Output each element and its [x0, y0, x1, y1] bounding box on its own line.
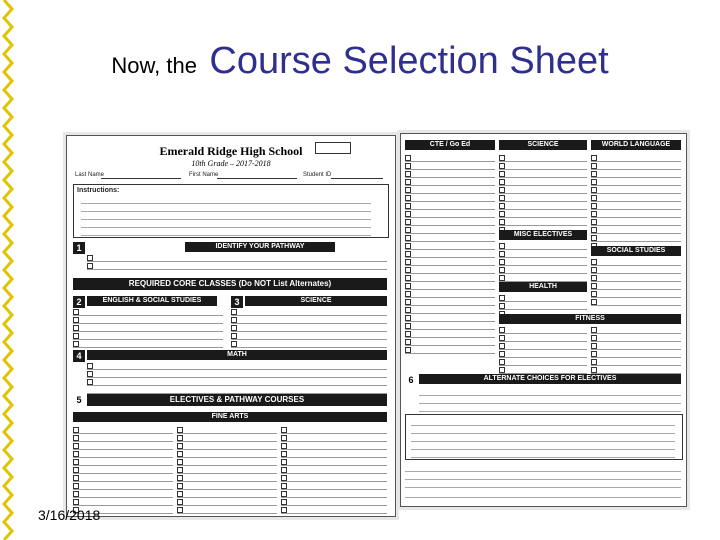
section2-title: ENGLISH & SOCIAL STUDIES	[87, 296, 217, 306]
section-number-3: 3	[231, 296, 243, 308]
fitness-rows-right	[591, 326, 681, 374]
fine-arts-col1	[73, 426, 173, 514]
math-rows	[87, 362, 387, 394]
world-language-rows	[591, 154, 681, 250]
english-ss-rows	[73, 308, 223, 348]
cte-rows	[405, 154, 495, 354]
pathway-rows	[87, 254, 387, 270]
title-prefix: Now, the	[111, 53, 197, 78]
last-name-field[interactable]	[101, 172, 181, 179]
section4-title: MATH	[87, 350, 387, 360]
student-id-label: Student ID	[303, 172, 332, 178]
last-name-label: Last Name	[75, 172, 105, 178]
grade-line: 10th Grade – 2017-2018	[191, 159, 271, 168]
student-id-field[interactable]	[331, 172, 383, 179]
signature-lines[interactable]	[405, 490, 681, 498]
slide-title	[0, 40, 720, 83]
section1-title: IDENTIFY YOUR PATHWAY	[185, 242, 335, 252]
student-photo-box	[315, 142, 351, 154]
social-studies-bar: SOCIAL STUDIES	[591, 246, 681, 256]
alternate-choice-lines[interactable]	[419, 388, 681, 412]
health-bar: HEALTH	[499, 282, 587, 292]
first-name-label: First Name	[189, 172, 219, 178]
section-number-2: 2	[73, 296, 85, 308]
fitness-rows-left	[499, 326, 587, 374]
fine-arts-col2	[177, 426, 277, 514]
school-name: Emerald Ridge High School	[159, 144, 303, 158]
section-number-1: 1	[73, 242, 85, 254]
section-number-6: 6	[405, 374, 417, 386]
electives-bar: ELECTIVES & PATHWAY COURSES	[87, 394, 387, 406]
fine-arts-bar: FINE ARTS	[73, 412, 387, 422]
alternate-choices-bar: ALTERNATE CHOICES FOR ELECTIVES	[419, 374, 681, 384]
instructions-lines	[81, 196, 371, 236]
science-bar: SCIENCE	[499, 140, 587, 150]
world-language-bar: WORLD LANGUAGE	[591, 140, 681, 150]
section3-title: SCIENCE	[245, 296, 387, 306]
signature-text-lines	[405, 464, 681, 488]
misc-electives-bar: MISC ELECTIVES	[499, 230, 587, 240]
science-rows	[231, 308, 387, 348]
first-name-field[interactable]	[217, 172, 297, 179]
social-studies-rows	[591, 258, 681, 306]
instructions-label: Instructions:	[77, 187, 120, 194]
misc-electives-rows	[499, 242, 587, 282]
fine-arts-col3	[281, 426, 387, 514]
section-number-4: 4	[73, 350, 85, 362]
section-number-5: 5	[73, 394, 85, 406]
confirmation-checklist[interactable]	[411, 418, 675, 458]
cte-bar: CTE / Go Ed	[405, 140, 495, 150]
course-sheet-back	[400, 133, 687, 507]
title-main: Course Selection Sheet	[209, 40, 609, 82]
slide-date: 3/16/2018	[38, 507, 101, 523]
fitness-bar: FITNESS	[499, 314, 681, 324]
required-core-bar: REQUIRED CORE CLASSES (Do NOT List Alternates)	[73, 278, 387, 290]
science-elective-rows	[499, 154, 587, 234]
course-sheet-front	[66, 135, 396, 517]
